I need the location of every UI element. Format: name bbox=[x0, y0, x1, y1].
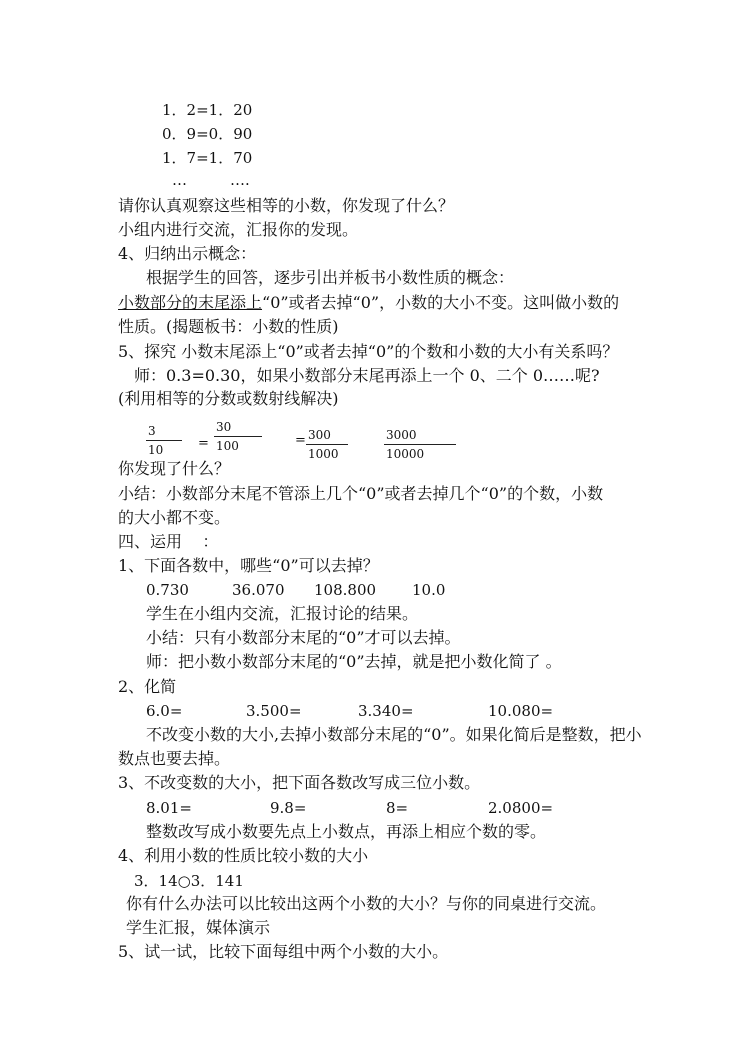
ex1-number: 10.0 bbox=[412, 581, 446, 599]
fraction bbox=[146, 424, 182, 457]
step5-title: 5、探究 小数末尾添上“0”或者去掉“0”的个数和小数的大小有关系吗？ bbox=[118, 342, 619, 361]
ex4-title: 4、利用小数的性质比较小数的大小 bbox=[118, 846, 369, 865]
fraction bbox=[306, 428, 348, 461]
equality-line: 1．7=1．70 bbox=[162, 149, 253, 167]
fraction-denominator: 1000 bbox=[308, 447, 339, 461]
ex2-title: 2、化简 bbox=[118, 677, 177, 696]
step4-title: 4、归纳出示概念： bbox=[118, 244, 257, 263]
ex1-discuss: 学生在小组内交流，汇报讨论的结果。 bbox=[146, 604, 419, 623]
ex3-item: 8.01= bbox=[146, 799, 192, 817]
concept-line bbox=[118, 293, 619, 313]
ex3-item: 2.0800= bbox=[488, 799, 554, 817]
observe-question: 请你认真观察这些相等的小数，你发现了什么？ bbox=[118, 196, 455, 215]
summary-line1: 小结：小数部分末尾不管添上几个“0”或者去掉几个“0”的个数，小数 bbox=[118, 484, 604, 503]
found-question: 你发现了什么？ bbox=[118, 459, 231, 478]
ellipsis-right: …. bbox=[230, 171, 250, 189]
ellipsis-left: … bbox=[172, 171, 187, 189]
section4-title: 四、运用 ： bbox=[118, 532, 219, 551]
ex2-note1: 不改变小数的大小,去掉小数部分末尾的“0”。如果化简后是整数，把小 bbox=[146, 725, 642, 744]
concept-underlined: 小数部分的末尾添上 bbox=[118, 293, 263, 312]
concept-line2: 性质。(揭题板书：小数的性质) bbox=[118, 317, 339, 336]
fraction-numerator: 300 bbox=[306, 428, 348, 445]
teacher-line: 师：0.3=0.30，如果小数部分末尾再添上一个 0、二个 0……呢? bbox=[134, 366, 600, 385]
fraction bbox=[384, 428, 456, 461]
ex2-item: 10.080= bbox=[488, 702, 554, 720]
fraction bbox=[214, 420, 262, 453]
ex1-teacher: 师：把小数小数部分末尾的“0”去掉，就是把小数化简了 。 bbox=[146, 652, 562, 671]
equals-sign: = bbox=[198, 436, 209, 451]
ex3-title: 3、不改变数的大小，把下面各数改写成三位小数。 bbox=[118, 773, 481, 792]
ex2-note2: 数点也要去掉。 bbox=[118, 749, 231, 768]
fraction-numerator: 3 bbox=[146, 424, 182, 441]
ex1-title: 1、下面各数中，哪些“0”可以去掉？ bbox=[118, 556, 379, 575]
ex3-item: 8= bbox=[386, 799, 409, 817]
equals-sign: = bbox=[295, 433, 306, 448]
ex4-compare: 3．14○3．141 bbox=[134, 872, 244, 890]
concept-rest: “0”或者去掉“0”，小数的大小不变。这叫做小数的 bbox=[262, 293, 620, 312]
equality-line: 0．9=0．90 bbox=[162, 125, 253, 143]
fraction-numerator: 30 bbox=[214, 420, 262, 437]
ex4-report: 学生汇报，媒体演示 bbox=[126, 918, 271, 937]
ex1-number: 0.730 bbox=[146, 581, 189, 599]
equality-line: 1．2=1．20 bbox=[162, 101, 253, 119]
ex5-title: 5、试一试，比较下面每组中两个小数的大小。 bbox=[118, 942, 449, 961]
ex4-question: 你有什么办法可以比较出这两个小数的大小？与你的同桌进行交流。 bbox=[126, 894, 607, 913]
ex1-summary: 小结：只有小数部分末尾的“0”才可以去掉。 bbox=[146, 628, 461, 647]
group-discuss: 小组内进行交流，汇报你的发现。 bbox=[118, 220, 359, 239]
ex1-number: 36.070 bbox=[232, 581, 285, 599]
fraction-numerator: 3000 bbox=[384, 428, 456, 445]
fraction-denominator: 10 bbox=[148, 443, 164, 457]
ex2-item: 3.500= bbox=[246, 702, 302, 720]
ex2-item: 6.0= bbox=[146, 702, 183, 720]
hint-line: (利用相等的分数或数射线解决) bbox=[118, 389, 339, 408]
fraction-denominator: 100 bbox=[216, 439, 239, 453]
fraction-denominator: 10000 bbox=[386, 447, 425, 461]
step4-intro: 根据学生的回答，逐步引出并板书小数性质的概念： bbox=[146, 268, 515, 287]
ex1-number: 108.800 bbox=[314, 581, 377, 599]
ex3-item: 9.8= bbox=[270, 799, 307, 817]
ex2-item: 3.340= bbox=[358, 702, 414, 720]
ex3-note: 整数改写成小数要先点上小数点，再添上相应个数的零。 bbox=[146, 822, 547, 841]
summary-line2: 的大小都不变。 bbox=[118, 508, 231, 527]
